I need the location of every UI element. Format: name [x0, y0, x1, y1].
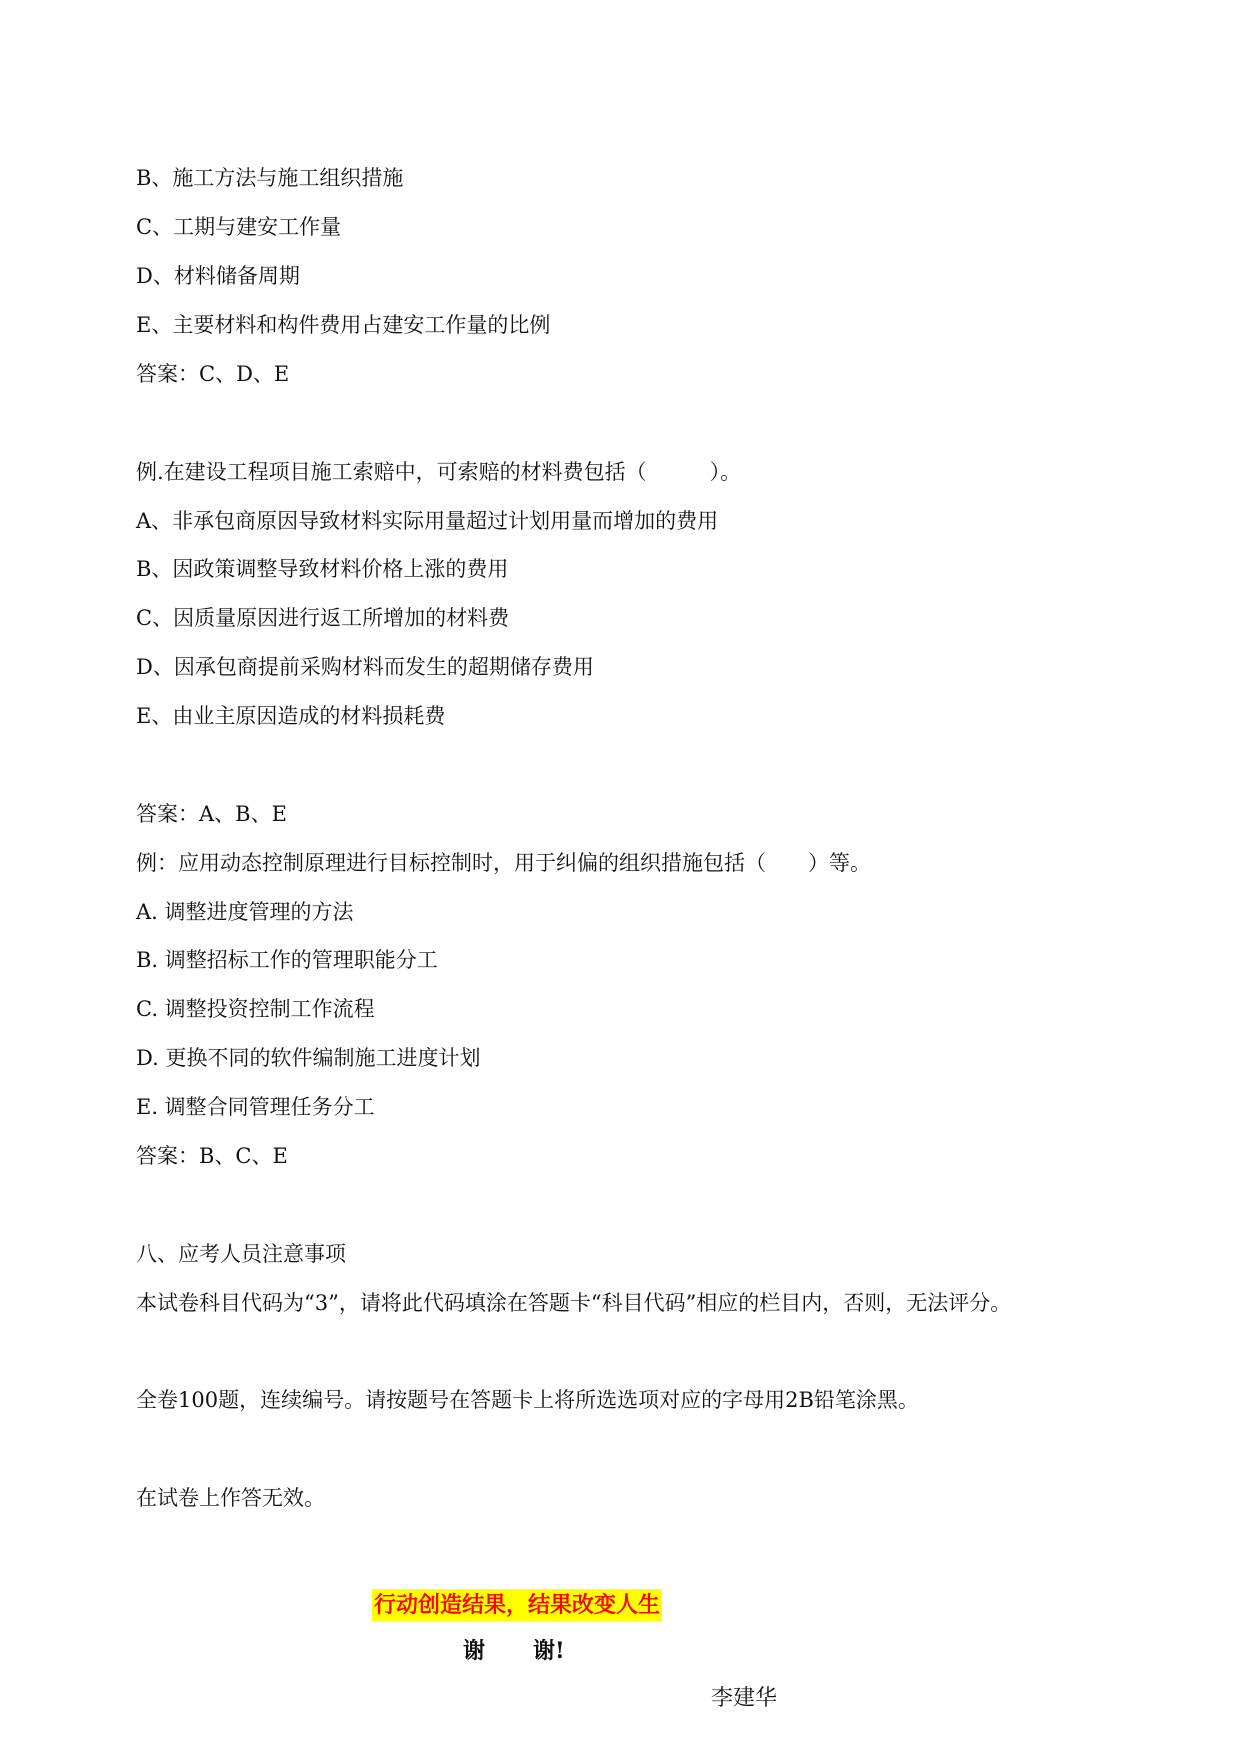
answer: 答案：A、B、E [136, 802, 287, 826]
option-e: E、主要材料和构件费用占建安工作量的比例 [136, 313, 551, 337]
option-b: B、施工方法与施工组织措施 [136, 166, 404, 190]
option-a: A. 调整进度管理的方法 [136, 900, 354, 924]
answer: 答案：B、C、E [136, 1144, 288, 1168]
thanks-word: 谢! [533, 1638, 565, 1664]
option-e: E、由业主原因造成的材料损耗费 [136, 704, 446, 728]
motto-block [372, 1589, 662, 1621]
option-c: C、因质量原因进行返工所增加的材料费 [136, 606, 510, 630]
question-text: 例.在建设工程项目施工索赔中，可索赔的材料费包括（ ）。 [136, 460, 742, 484]
option-a: A、非承包商原因导致材料实际用量超过计划用量而增加的费用 [136, 509, 719, 533]
notice-item: 本试卷科目代码为“3”，请将此代码填涂在答题卡“科目代码”相应的栏目内，否则，无法评分。 [136, 1291, 1012, 1315]
notice-item: 在试卷上作答无效。 [136, 1486, 325, 1510]
option-c: C、工期与建安工作量 [136, 215, 342, 239]
notice-heading: 八、应考人员注意事项 [136, 1242, 346, 1266]
option-c: C. 调整投资控制工作流程 [136, 997, 375, 1021]
option-d: D. 更换不同的软件编制施工进度计划 [136, 1046, 481, 1070]
option-d: D、材料储备周期 [136, 264, 300, 288]
option-e: E. 调整合同管理任务分工 [136, 1095, 375, 1119]
option-b: B. 调整招标工作的管理职能分工 [136, 948, 438, 972]
notice-item: 全卷100题，连续编号。请按题号在答题卡上将所选选项对应的字母用2B铅笔涂黑。 [136, 1388, 919, 1412]
signer-name: 李建华 [711, 1686, 778, 1711]
question-text: 例：应用动态控制原理进行目标控制时，用于纠偏的组织措施包括（ ）等。 [136, 851, 871, 875]
thanks-word: 谢 [463, 1638, 486, 1664]
thanks-line [463, 1637, 565, 1665]
motto-highlight: 行动创造结果，结果改变人生 [372, 1589, 662, 1621]
option-b: B、因政策调整导致材料价格上涨的费用 [136, 557, 509, 581]
option-d: D、因承包商提前采购材料而发生的超期储存费用 [136, 655, 594, 679]
answer: 答案：C、D、E [136, 362, 290, 386]
